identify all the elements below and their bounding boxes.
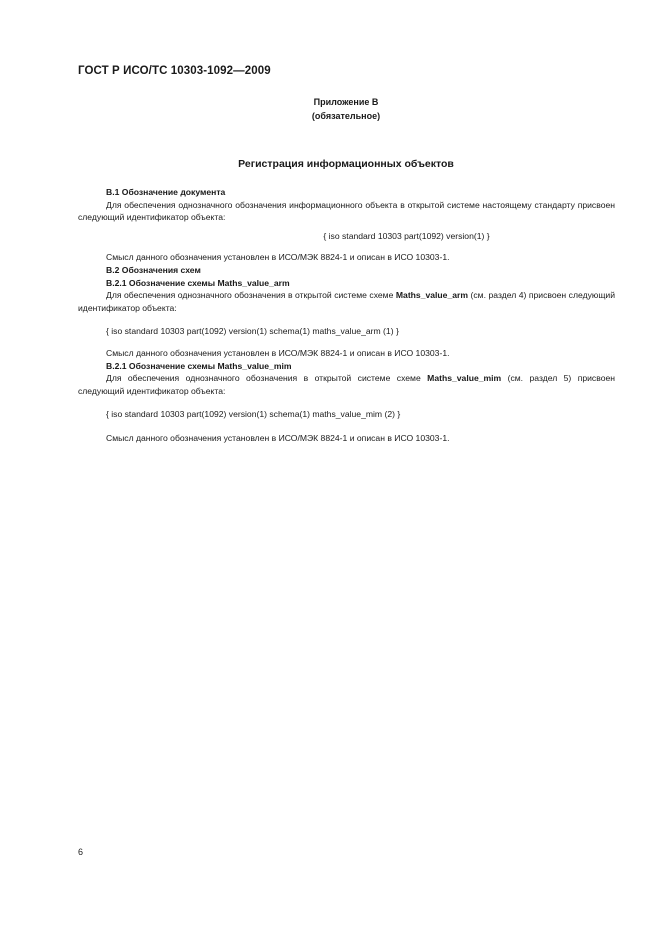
section-paragraph-b1: Для обеспечения однозначного обозначения информационного объекта в открытой системе настоящему стандарту присвоен следующий идентификатор объекта: bbox=[78, 199, 615, 223]
object-identifier-b1: { iso standard 10303 part(1092) version(1) } bbox=[323, 230, 490, 241]
paragraph-text: (см. раздел 5) присвоен следующий идентификатор объекта: bbox=[78, 373, 616, 396]
annex-status: (обязательное) bbox=[311, 111, 381, 121]
section-paragraph-b21 bbox=[78, 289, 615, 314]
object-identifier-b211: { iso standard 10303 part(1092) version(1) schema(1) maths_value_mim (2) } bbox=[106, 409, 401, 420]
document-code: ГОСТ Р ИСО/ТС 10303-1092—2009 bbox=[78, 65, 271, 77]
paragraph-text: Для обеспечения однозначного обозначения в открытой системе схеме bbox=[106, 373, 428, 384]
section-heading-b211: В.2.1 Обозначение схемы Maths_value_mim bbox=[106, 360, 292, 371]
paragraph-text: (см. раздел 4) присвоен следующий идентификатор объекта: bbox=[78, 290, 616, 313]
object-identifier-b21: { iso standard 10303 part(1092) version(1) schema(1) maths_value_arm (1) } bbox=[106, 326, 399, 337]
annex-title: Регистрация информационных объектов bbox=[238, 158, 454, 170]
annex-header bbox=[180, 95, 512, 123]
section-heading-b2: В.2 Обозначения схем bbox=[106, 264, 201, 275]
section-note-b211: Смысл данного обозначения установлен в ИСО/МЭК 8824-1 и описан в ИСО 10303-1. bbox=[106, 432, 450, 443]
annex-label: Приложение В bbox=[313, 97, 379, 107]
section-heading-b21: В.2.1 Обозначение схемы Maths_value_arm bbox=[106, 277, 290, 288]
schema-name: Maths_value_mim bbox=[427, 373, 502, 384]
section-heading-b1: В.1 Обозначение документа bbox=[106, 187, 226, 197]
paragraph-text: Для обеспечения однозначного обозначения в открытой системе схеме bbox=[106, 290, 396, 301]
section-note-b1: Смысл данного обозначения установлен в ИСО/МЭК 8824-1 и описан в ИСО 10303-1. bbox=[106, 252, 450, 263]
schema-name: Maths_value_arm bbox=[395, 290, 469, 301]
annex-body bbox=[78, 186, 615, 445]
section-note-b21: Смысл данного обозначения установлен в ИСО/МЭК 8824-1 и описан в ИСО 10303-1. bbox=[106, 347, 450, 358]
section-paragraph-b211 bbox=[78, 372, 615, 397]
page-number: 6 bbox=[78, 847, 84, 857]
